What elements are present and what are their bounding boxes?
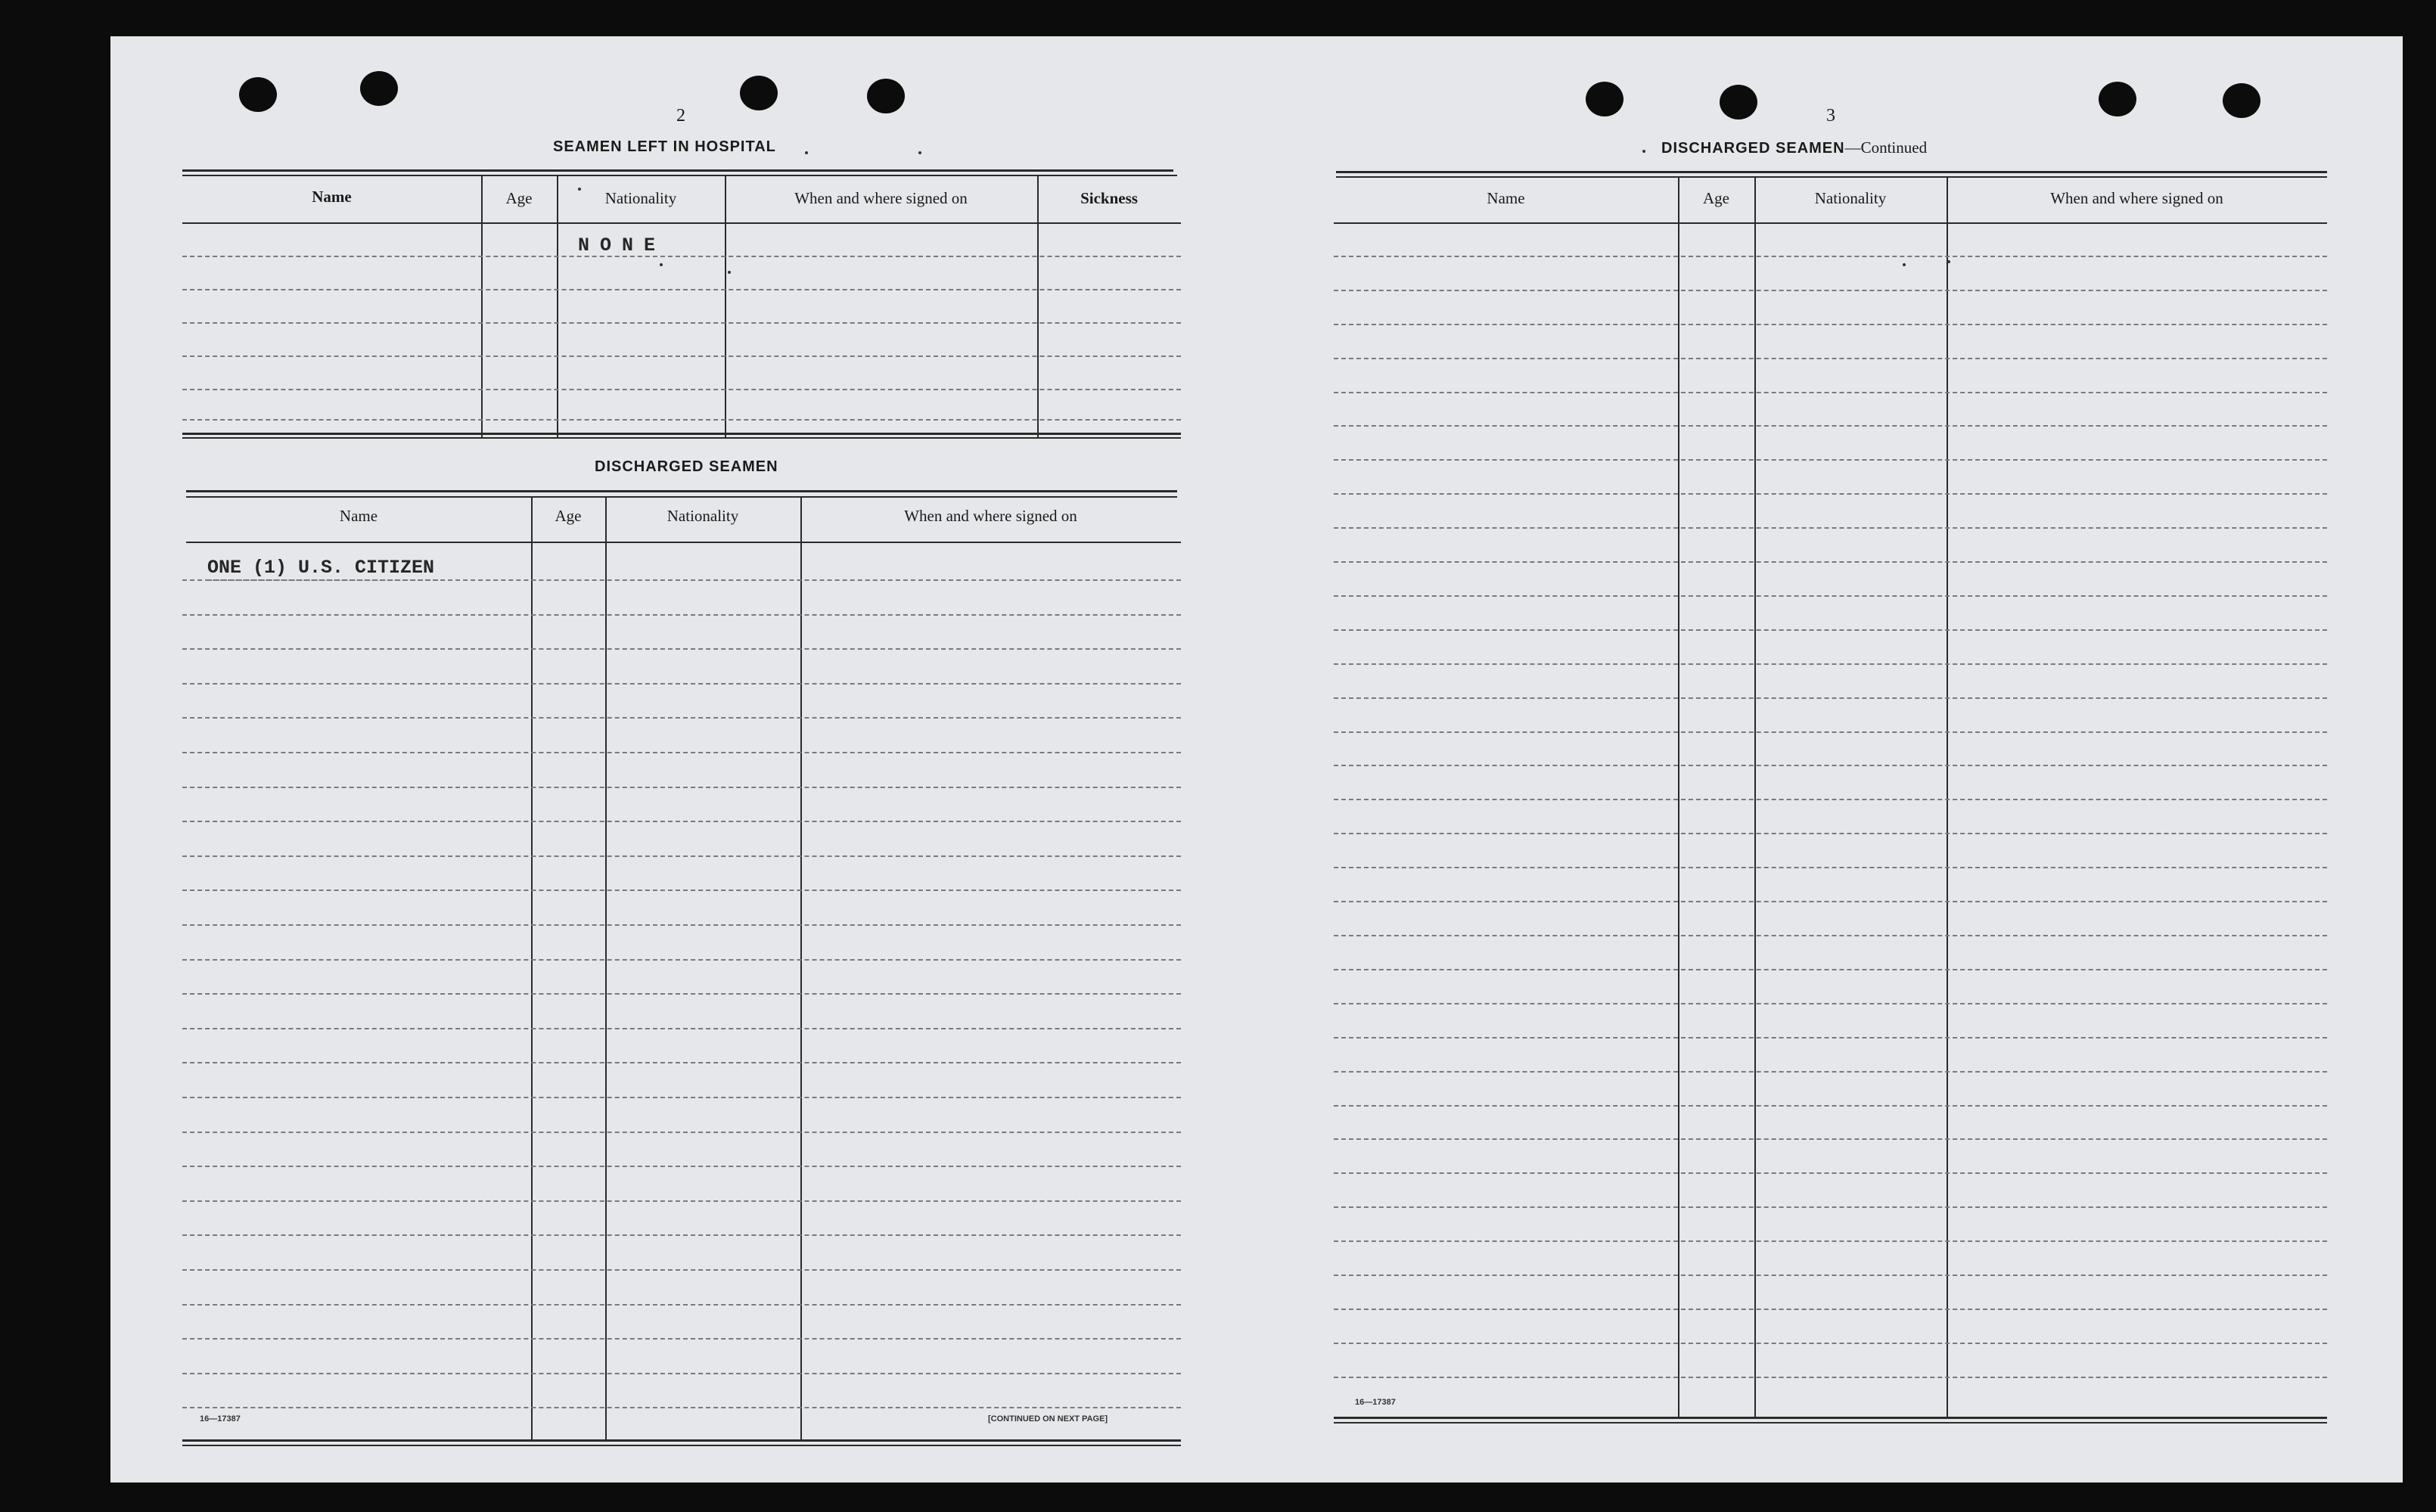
- discharged-header-signed-on: When and where signed on: [904, 507, 1077, 525]
- hospital-row-line: [182, 322, 1181, 324]
- right-row-line: [1334, 561, 2327, 563]
- page-number-left: 2: [676, 106, 685, 126]
- right-header-age: Age: [1703, 189, 1729, 207]
- right-row-line: [1334, 935, 2327, 936]
- right-row-line: [1334, 324, 2327, 325]
- punch-hole: [239, 77, 277, 112]
- right-row-line: [1334, 901, 2327, 902]
- discharged-row-line: [182, 717, 1181, 719]
- hospital-row-line: [182, 355, 1181, 357]
- right-section-title-main: DISCHARGED SEAMEN: [1661, 140, 1845, 157]
- hospital-header-nationality: Nationality: [604, 189, 677, 207]
- hospital-column-divider: [1037, 176, 1039, 437]
- discharged-row-line: [182, 1234, 1181, 1236]
- continued-note: [CONTINUED ON NEXT PAGE]: [988, 1414, 1108, 1424]
- right-row-line: [1334, 731, 2327, 733]
- discharged-row-line: [182, 1097, 1181, 1098]
- hospital-row-line: [182, 289, 1181, 290]
- right-row-line: [1334, 595, 2327, 597]
- ink-speck: [1903, 263, 1906, 266]
- page-number-right: 3: [1826, 106, 1835, 126]
- punch-hole: [2223, 83, 2260, 118]
- right-row-line: [1334, 663, 2327, 665]
- discharged-row-line: [182, 855, 1181, 857]
- discharged-column-divider: [605, 498, 607, 1440]
- right-row-line: [1334, 358, 2327, 359]
- discharged-row-line: [182, 924, 1181, 926]
- discharged-row-line: [182, 993, 1181, 995]
- right-row-line: [1334, 765, 2327, 766]
- ink-speck: [805, 151, 808, 154]
- discharged-table-top-rule: [186, 490, 1177, 492]
- right-row-line: [1334, 256, 2327, 257]
- hospital-row-line: [182, 419, 1181, 421]
- hospital-table-top-rule-2: [182, 175, 1177, 176]
- discharged-row-line: [182, 1166, 1181, 1167]
- right-row-line: [1334, 527, 2327, 529]
- hospital-column-divider: [725, 176, 726, 437]
- right-row-line: [1334, 1003, 2327, 1004]
- hospital-header-sickness: Sickness: [1080, 189, 1138, 207]
- ink-speck: [1642, 150, 1645, 153]
- discharged-table-bottom-rule-2: [182, 1445, 1181, 1446]
- hospital-column-divider: [481, 176, 483, 437]
- discharged-row-line: [182, 1028, 1181, 1029]
- right-row-line: [1334, 493, 2327, 495]
- right-header-rule: [1334, 222, 2327, 224]
- right-row-line: [1334, 1274, 2327, 1276]
- discharged-section-title: DISCHARGED SEAMEN: [595, 458, 778, 475]
- right-header-nationality: Nationality: [1814, 189, 1887, 207]
- right-row-line: [1334, 1172, 2327, 1174]
- right-row-line: [1334, 833, 2327, 834]
- hospital-table-bottom-rule: [182, 433, 1181, 435]
- right-table-top-rule-2: [1336, 176, 2327, 178]
- discharged-row-line: [182, 614, 1181, 616]
- discharged-table-bottom-rule: [182, 1439, 1181, 1442]
- hospital-header-name: Name: [312, 188, 352, 206]
- right-table-bottom-rule: [1334, 1417, 2327, 1419]
- form-number-right: 16—17387: [1355, 1398, 1396, 1407]
- hospital-header-age: Age: [505, 189, 533, 207]
- right-row-line: [1334, 1105, 2327, 1107]
- hospital-table-top-rule: [182, 169, 1173, 172]
- right-row-line: [1334, 459, 2327, 461]
- right-row-line: [1334, 1240, 2327, 1242]
- document-page: [110, 36, 2403, 1483]
- discharged-row-line: [182, 1062, 1181, 1063]
- right-row-line: [1334, 425, 2327, 427]
- punch-hole: [360, 71, 398, 106]
- discharged-row-line: [182, 752, 1181, 753]
- discharged-table-top-rule-2: [186, 496, 1177, 498]
- right-column-divider: [1678, 178, 1679, 1418]
- right-section-title: [1661, 138, 1927, 157]
- right-row-line: [1334, 799, 2327, 800]
- right-row-line: [1334, 1309, 2327, 1310]
- right-row-line: [1334, 1138, 2327, 1140]
- right-column-divider: [1754, 178, 1756, 1418]
- ink-speck: [1947, 260, 1950, 263]
- punch-hole: [867, 79, 905, 113]
- discharged-row-line: [182, 683, 1181, 685]
- hospital-row-line: [182, 389, 1181, 390]
- form-number-left: 16—17387: [200, 1414, 241, 1424]
- ink-speck: [728, 271, 731, 274]
- right-table-top-rule: [1336, 171, 2327, 173]
- right-table-bottom-rule-2: [1334, 1422, 2327, 1424]
- punch-hole: [2099, 82, 2136, 116]
- discharged-row-line: [182, 821, 1181, 822]
- hospital-header-rule: [182, 222, 1181, 224]
- right-row-line: [1334, 1343, 2327, 1344]
- discharged-row-line: [182, 648, 1181, 650]
- discharged-row-line: [182, 1269, 1181, 1271]
- discharged-row-line: [182, 959, 1181, 961]
- right-row-line: [1334, 290, 2327, 291]
- right-row-line: [1334, 629, 2327, 631]
- discharged-row-line: [182, 1338, 1181, 1340]
- hospital-column-divider: [557, 176, 558, 437]
- ink-speck: [660, 263, 663, 266]
- right-row-line: [1334, 1377, 2327, 1378]
- right-header-name: Name: [1487, 189, 1525, 207]
- hospital-row-line: [182, 256, 1181, 257]
- punch-hole: [1720, 85, 1757, 120]
- right-header-signed-on: When and where signed on: [2050, 189, 2223, 207]
- right-row-line: [1334, 1071, 2327, 1073]
- right-row-line: [1334, 969, 2327, 970]
- discharged-column-divider: [531, 498, 533, 1440]
- right-row-line: [1334, 867, 2327, 868]
- ink-speck: [918, 151, 921, 154]
- discharged-row-line: [182, 1373, 1181, 1374]
- discharged-row-line: [182, 1200, 1181, 1202]
- discharged-row-line: [182, 787, 1181, 788]
- hospital-table-bottom-rule-2: [182, 437, 1181, 439]
- right-row-line: [1334, 1037, 2327, 1039]
- hospital-section-title: SEAMEN LEFT IN HOSPITAL: [553, 138, 776, 155]
- right-row-line: [1334, 1206, 2327, 1208]
- discharged-header-nationality: Nationality: [666, 507, 739, 525]
- right-row-line: [1334, 392, 2327, 393]
- discharged-header-rule: [186, 542, 1181, 543]
- discharged-header-name: Name: [339, 507, 378, 525]
- discharged-row-line: [182, 1132, 1181, 1133]
- ink-speck: [578, 188, 581, 191]
- discharged-header-age: Age: [555, 507, 582, 525]
- discharged-row-line: [182, 579, 1181, 581]
- hospital-entry-text: NONE: [578, 234, 666, 256]
- right-row-line: [1334, 697, 2327, 699]
- hospital-header-signed-on: When and where signed on: [794, 189, 968, 207]
- discharged-column-divider: [800, 498, 802, 1440]
- discharged-row-line: [182, 1407, 1181, 1408]
- right-section-title-suffix: —Continued: [1844, 138, 1928, 157]
- discharged-row-line: [182, 890, 1181, 891]
- discharged-row-line: [182, 1304, 1181, 1306]
- discharged-entry-text: ONE (1) U.S. CITIZEN: [207, 557, 435, 579]
- punch-hole: [740, 76, 778, 110]
- punch-hole: [1586, 82, 1623, 116]
- right-column-divider: [1947, 178, 1948, 1418]
